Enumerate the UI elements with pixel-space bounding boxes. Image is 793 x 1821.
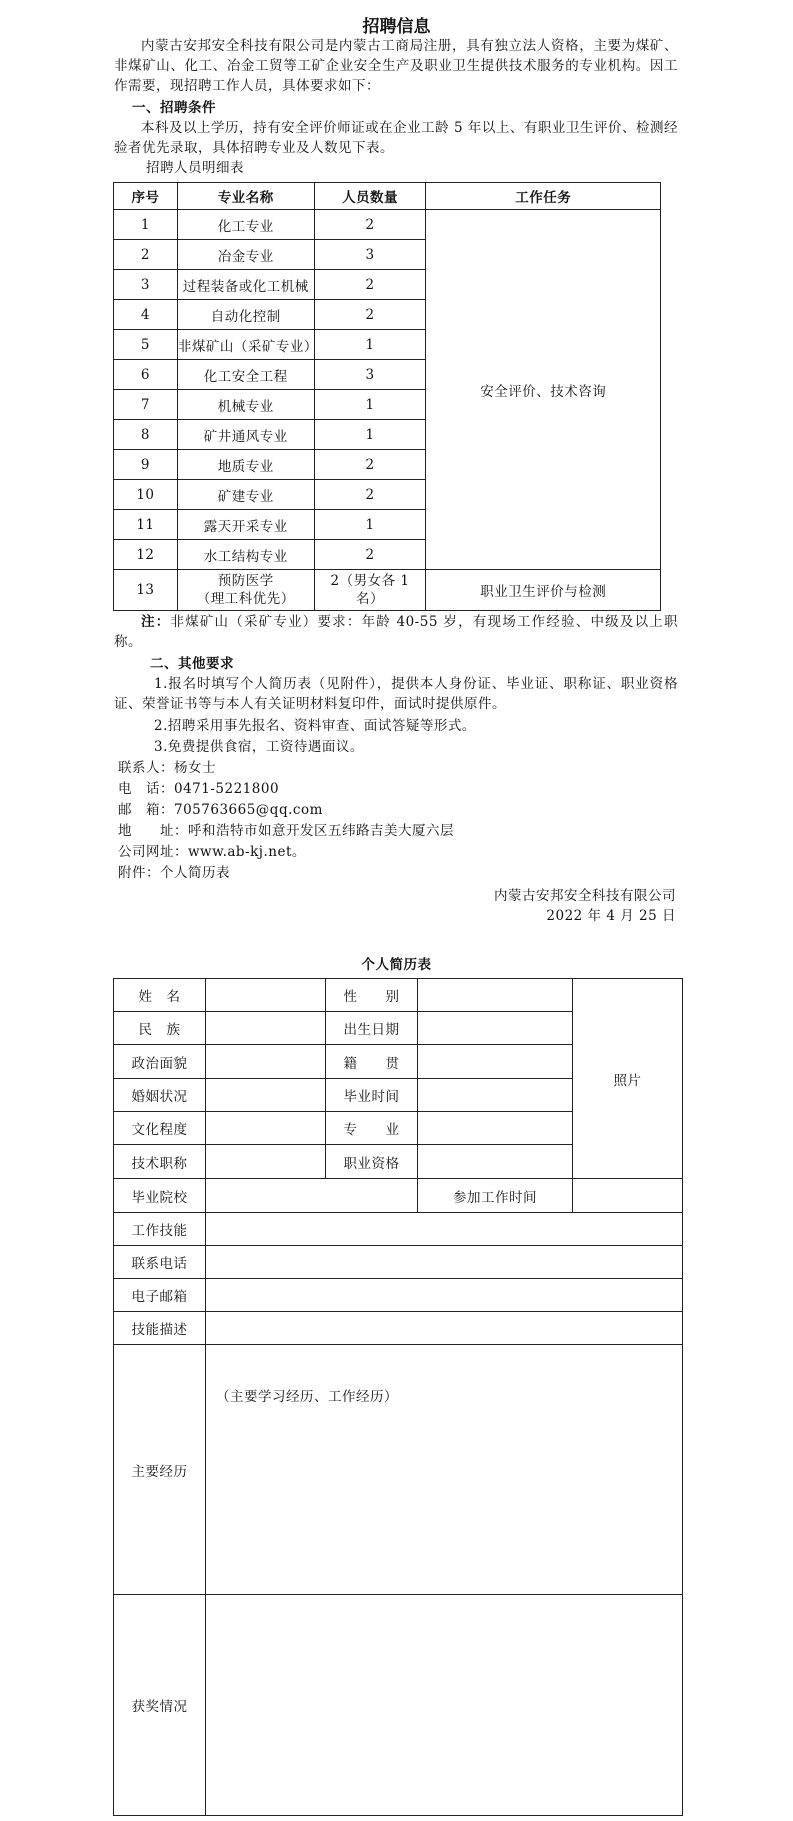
school-label: 毕业院校 bbox=[114, 1179, 206, 1213]
row-count: 1 bbox=[314, 330, 426, 360]
awards-field[interactable] bbox=[206, 1595, 683, 1816]
row-count: 3 bbox=[314, 360, 426, 390]
birth-date-label: 出生日期 bbox=[326, 1012, 418, 1045]
row-count: 3 bbox=[314, 240, 426, 270]
ethnicity-label: 民 族 bbox=[114, 1012, 206, 1045]
row13-major-line1: 预防医学 bbox=[217, 573, 274, 589]
row-major: 地质专业 bbox=[177, 450, 314, 480]
email-label: 电子邮箱 bbox=[114, 1279, 206, 1312]
marital-status-label: 婚姻状况 bbox=[114, 1079, 206, 1112]
row-major: 冶金专业 bbox=[177, 240, 314, 270]
row-no: 11 bbox=[114, 510, 178, 540]
row-major: 矿建专业 bbox=[177, 480, 314, 510]
gender-label: 性 别 bbox=[326, 979, 418, 1012]
row-major: 自动化控制 bbox=[177, 300, 314, 330]
email-field[interactable] bbox=[206, 1279, 683, 1312]
row-no: 12 bbox=[114, 540, 178, 570]
education-field[interactable] bbox=[206, 1112, 326, 1145]
section1-title: 一、招聘条件 bbox=[132, 100, 216, 116]
birth-date-field[interactable] bbox=[418, 1012, 573, 1045]
awards-label: 获奖情况 bbox=[114, 1595, 206, 1816]
row-no: 5 bbox=[114, 330, 178, 360]
school-field[interactable] bbox=[206, 1179, 418, 1213]
name-field[interactable] bbox=[206, 979, 326, 1012]
row-no: 1 bbox=[114, 210, 178, 240]
email-label: 邮 箱： bbox=[118, 802, 174, 818]
resume-title: 个人简历表 bbox=[361, 957, 432, 973]
row-major bbox=[177, 570, 314, 611]
resume-row bbox=[114, 1345, 683, 1595]
technical-title-field[interactable] bbox=[206, 1145, 326, 1179]
work-start-field[interactable] bbox=[573, 1179, 683, 1213]
signature-company: 内蒙古安邦安全科技有限公司 bbox=[494, 888, 676, 904]
row-no: 2 bbox=[114, 240, 178, 270]
header-count: 人员数量 bbox=[314, 183, 426, 210]
phone-label: 电 话： bbox=[118, 781, 174, 797]
row-count: 2 bbox=[314, 210, 426, 240]
row-count: 1 bbox=[314, 390, 426, 420]
experience-label: 主要经历 bbox=[114, 1345, 206, 1595]
resume-row bbox=[114, 1312, 683, 1345]
political-status-label: 政治面貌 bbox=[114, 1045, 206, 1079]
row-no: 7 bbox=[114, 390, 178, 420]
row-count: 2 bbox=[314, 270, 426, 300]
major-field[interactable] bbox=[418, 1112, 573, 1145]
resume-row bbox=[114, 1213, 683, 1246]
skill-desc-field[interactable] bbox=[206, 1312, 683, 1345]
requirement-item-2: 2.招聘采用事先报名、资料审查、面试答疑等形式。 bbox=[154, 718, 476, 734]
row-no: 8 bbox=[114, 420, 178, 450]
row-no: 13 bbox=[114, 570, 178, 611]
phone-field[interactable] bbox=[206, 1246, 683, 1279]
email-value: 705763665@qq.com bbox=[174, 802, 323, 818]
row13-count-line1: 2（男女各 1 bbox=[330, 573, 410, 589]
gender-field[interactable] bbox=[418, 979, 573, 1012]
resume-row bbox=[114, 1179, 683, 1213]
requirement-item-1: 1.报名时填写个人简历表（见附件），提供本人身份证、毕业证、职称证、职业资格证、荣誉证书等与本人有关证明材料复印件，面试时提供原件。 bbox=[114, 676, 678, 712]
row-no: 9 bbox=[114, 450, 178, 480]
note-paragraph bbox=[114, 612, 678, 652]
task-group-cell: 安全评价、技术咨询 bbox=[426, 210, 661, 570]
row-major: 矿井通风专业 bbox=[177, 420, 314, 450]
row-major: 非煤矿山（采矿专业） bbox=[177, 330, 314, 360]
skills-label: 工作技能 bbox=[114, 1213, 206, 1246]
row13-count-line2: 名） bbox=[356, 591, 385, 607]
row-no: 6 bbox=[114, 360, 178, 390]
graduation-time-field[interactable] bbox=[418, 1079, 573, 1112]
recruitment-table bbox=[113, 182, 661, 611]
row-count: 2 bbox=[314, 540, 426, 570]
recruit-header-row bbox=[114, 183, 661, 210]
header-task: 工作任务 bbox=[426, 183, 661, 210]
row-count: 2 bbox=[314, 300, 426, 330]
qualification-label: 职业资格 bbox=[326, 1145, 418, 1179]
row-major: 过程装备或化工机械 bbox=[177, 270, 314, 300]
row-major: 机械专业 bbox=[177, 390, 314, 420]
signature-date: 2022 年 4 月 25 日 bbox=[546, 908, 676, 924]
note-text: 非煤矿山（采矿专业）要求：年龄 40-55 岁，有现场工作经验、中级及以上职称。 bbox=[114, 614, 679, 650]
experience-field[interactable]: （主要学习经历、工作经历） bbox=[206, 1345, 683, 1595]
header-no: 序号 bbox=[114, 183, 178, 210]
intro-paragraph: 内蒙古安邦安全科技有限公司是内蒙古工商局注册，具有独立法人资格，主要为煤矿、非煤矿山、化工、冶金工贸等工矿企业安全生产及职业卫生提供技术服务的专业机构。因工作需要，现招聘工作人员，具体要求如下： bbox=[114, 38, 678, 94]
phone-value: 0471-5221800 bbox=[174, 781, 280, 797]
contact-person: 联系人：杨女士 bbox=[118, 760, 216, 776]
note-label: 注： bbox=[141, 614, 171, 630]
resume-row bbox=[114, 1246, 683, 1279]
contact-phone-line bbox=[118, 779, 279, 799]
skills-field[interactable] bbox=[206, 1213, 683, 1246]
technical-title-label: 技术职称 bbox=[114, 1145, 206, 1179]
table-row bbox=[114, 570, 661, 611]
resume-row bbox=[114, 1595, 683, 1816]
ethnicity-field[interactable] bbox=[206, 1012, 326, 1045]
row-no: 3 bbox=[114, 270, 178, 300]
education-label: 文化程度 bbox=[114, 1112, 206, 1145]
notice-title: 招聘信息 bbox=[362, 17, 431, 37]
address-value: 呼和浩特市如意开发区五纬路吉美大厦六层 bbox=[188, 823, 454, 839]
resume-table bbox=[113, 978, 683, 1816]
native-place-field[interactable] bbox=[418, 1045, 573, 1079]
phone-label: 联系电话 bbox=[114, 1246, 206, 1279]
marital-status-field[interactable] bbox=[206, 1079, 326, 1112]
row13-major-line2: （理工科优先） bbox=[196, 591, 295, 607]
address-label: 地 址： bbox=[118, 823, 188, 839]
row-count: 2 bbox=[314, 480, 426, 510]
native-place-label: 籍 贯 bbox=[326, 1045, 418, 1079]
row-no: 4 bbox=[114, 300, 178, 330]
section2-title: 二、其他要求 bbox=[150, 656, 234, 672]
qualification-field[interactable] bbox=[418, 1145, 573, 1179]
attachment-note: 附件：个人简历表 bbox=[118, 865, 230, 881]
website-value: www.ab-kj.net。 bbox=[188, 844, 306, 860]
row-major: 水工结构专业 bbox=[177, 540, 314, 570]
row-count: 2 bbox=[314, 450, 426, 480]
row13-task: 职业卫生评价与检测 bbox=[426, 570, 661, 611]
graduation-time-label: 毕业时间 bbox=[326, 1079, 418, 1112]
contact-email-line bbox=[118, 800, 323, 820]
row-major: 化工专业 bbox=[177, 210, 314, 240]
row-count bbox=[314, 570, 426, 611]
row-no: 10 bbox=[114, 480, 178, 510]
name-label: 姓 名 bbox=[114, 979, 206, 1012]
skill-desc-label: 技能描述 bbox=[114, 1312, 206, 1345]
row-count: 1 bbox=[314, 510, 426, 540]
contact-website-line bbox=[118, 842, 306, 862]
contact-address-line bbox=[118, 821, 454, 841]
requirement-item-3: 3.免费提供食宿，工资待遇面议。 bbox=[154, 739, 364, 755]
section1-paragraph: 本科及以上学历，持有安全评价师证或在企业工龄 5 年以上、有职业卫生评价、检测经验者优先录取，具体招聘专业及人数见下表。 bbox=[114, 120, 678, 156]
work-start-label: 参加工作时间 bbox=[418, 1179, 573, 1213]
table-caption: 招聘人员明细表 bbox=[146, 160, 244, 176]
header-major: 专业名称 bbox=[177, 183, 314, 210]
political-status-field[interactable] bbox=[206, 1045, 326, 1079]
row-major: 露天开采专业 bbox=[177, 510, 314, 540]
resume-row bbox=[114, 1279, 683, 1312]
row-count: 1 bbox=[314, 420, 426, 450]
resume-row bbox=[114, 979, 683, 1012]
table-row bbox=[114, 210, 661, 240]
website-label: 公司网址： bbox=[118, 844, 188, 860]
major-label: 专 业 bbox=[326, 1112, 418, 1145]
photo-cell[interactable]: 照片 bbox=[573, 979, 683, 1179]
row-major: 化工安全工程 bbox=[177, 360, 314, 390]
